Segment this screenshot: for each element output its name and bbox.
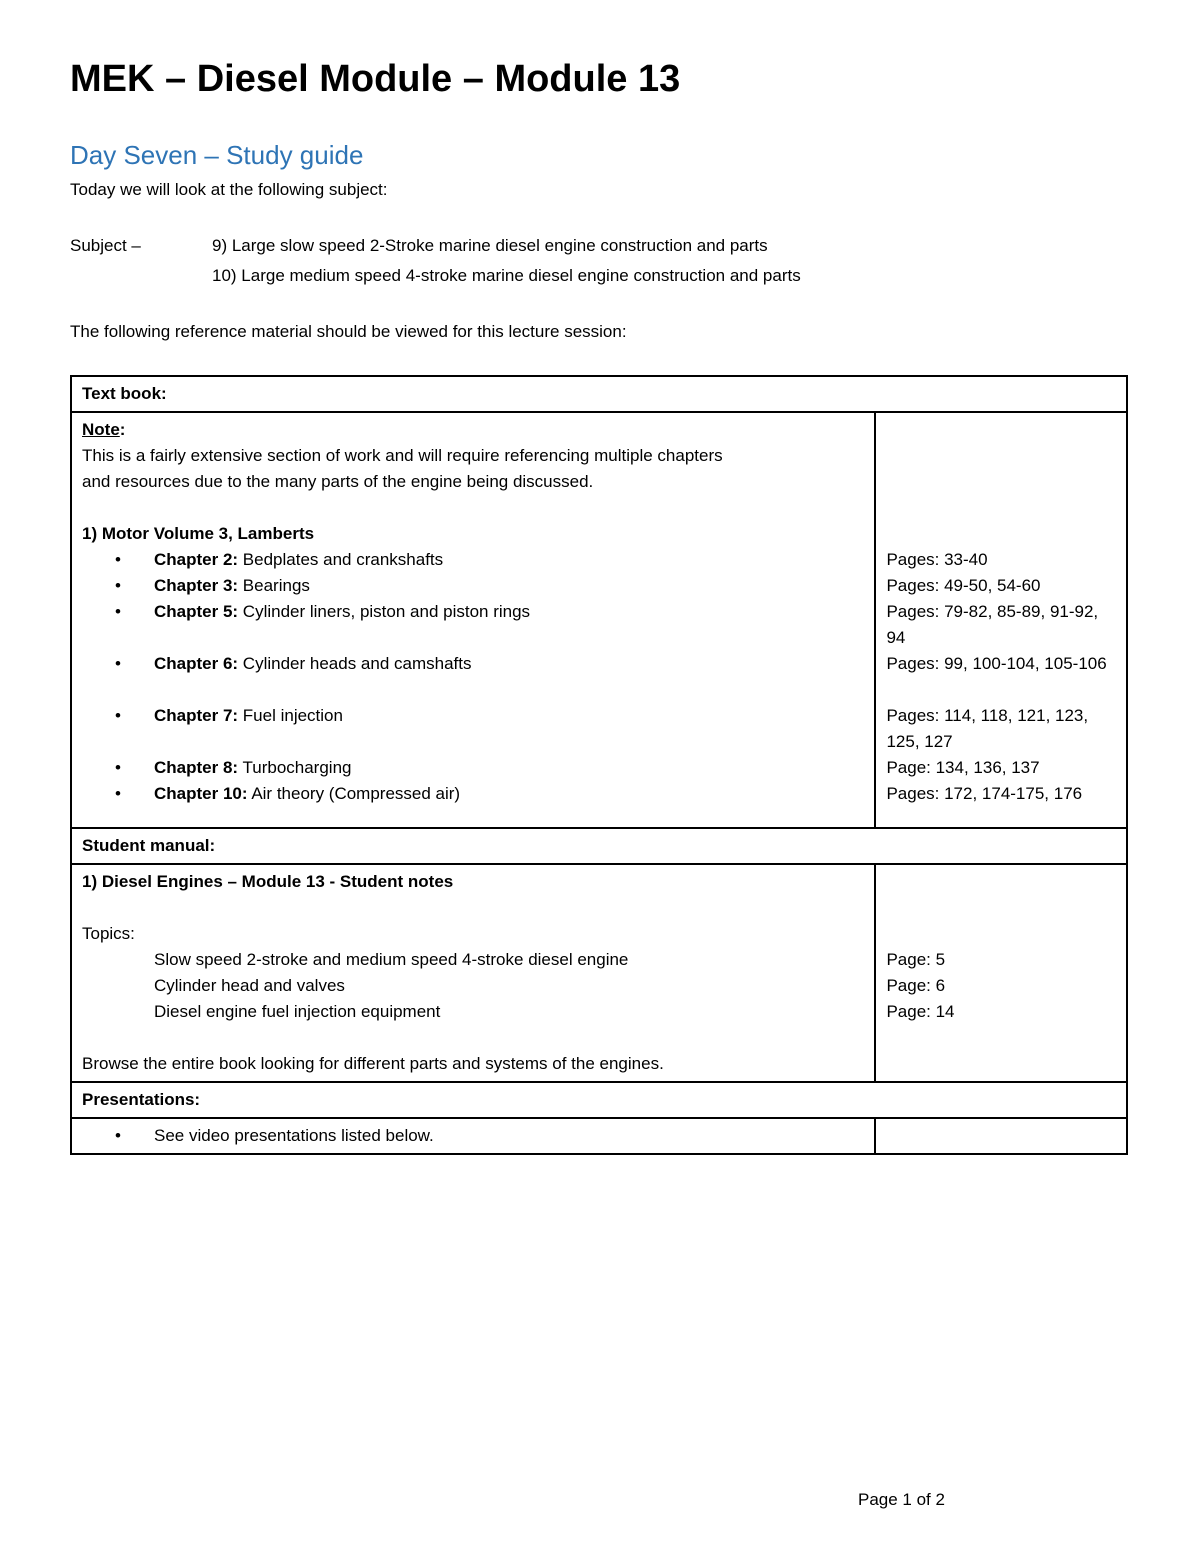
chapter-text: Cylinder heads and camshafts [238,654,472,673]
presentations-content [71,1118,875,1154]
page-title: MEK – Diesel Module – Module 13 [70,58,681,100]
note-heading [82,417,864,443]
reference-intro: The following reference material should be viewed for this lecture session: [70,322,627,341]
textbook-header: Text book: [71,376,1127,412]
bullet-icon: • [115,784,121,803]
chapter-label: Chapter 3: [154,576,239,595]
chapter-text: Air theory (Compressed air) [247,784,461,803]
chapter-pages: Pages: 79-82, 85-89, 91-92, 94 [886,602,1099,647]
chapter-label: Chapter 5: [154,602,239,621]
topics-label: Topics: [82,924,135,943]
note-colon: : [119,420,126,439]
chapter-text: Fuel injection [238,706,343,725]
chapter-text: Bedplates and crankshafts [238,550,444,569]
chapter-item [82,547,864,573]
presentations-pages [875,1118,1127,1154]
topic-item: Slow speed 2-stroke and medium speed 4-stroke diesel engine [154,950,629,969]
subject-item: 10) Large medium speed 4-stroke marine diesel engine construction and parts [212,266,801,285]
bullet-icon: • [115,602,121,621]
bullet-icon: • [115,654,121,673]
chapter-text: Turbocharging [238,758,352,777]
chapter-text: Bearings [238,576,310,595]
chapter-label: Chapter 6: [154,654,239,673]
manual-title: 1) Diesel Engines – Module 13 - Student notes [82,872,454,891]
book-title: 1) Motor Volume 3, Lamberts [82,524,315,543]
chapter-item [82,755,864,781]
chapter-pages: Pages: 49-50, 54-60 [886,576,1041,595]
chapter-label: Chapter 2: [154,550,239,569]
textbook-pages [875,412,1127,828]
student-manual-header: Student manual: [71,828,1127,864]
bullet-icon: • [115,550,121,569]
chapter-label: Chapter 7: [154,706,239,725]
bullet-icon: • [115,706,121,725]
note-line: This is a fairly extensive section of work and will require referencing multiple chapters [82,446,723,465]
bullet-icon: • [115,1126,121,1145]
note-label: Note [82,420,120,439]
topic-item: Cylinder head and valves [154,976,345,995]
topic-page: Page: 14 [886,1002,955,1021]
topic-page: Page: 5 [886,950,946,969]
presentations-header: Presentations: [71,1082,1127,1118]
chapter-label: Chapter 10: [154,784,248,803]
student-manual-pages [875,864,1127,1082]
bullet-icon: • [115,576,121,595]
chapter-pages: Pages: 99, 100-104, 105-106 [886,654,1107,673]
chapter-item [82,599,864,651]
textbook-content [71,412,875,828]
subject-item: 9) Large slow speed 2-Stroke marine diesel engine construction and parts [212,236,768,255]
chapter-label: Chapter 8: [154,758,239,777]
browse-note: Browse the entire book looking for different parts and systems of the engines. [82,1054,664,1073]
chapter-pages: Pages: 172, 174-175, 176 [886,784,1083,803]
page-subtitle: Day Seven – Study guide [70,140,364,170]
chapter-pages: Page: 134, 136, 137 [886,758,1040,777]
student-manual-content [71,864,875,1082]
chapter-pages: Pages: 33-40 [886,550,988,569]
chapter-item [82,573,864,599]
topic-item: Diesel engine fuel injection equipment [154,1002,441,1021]
bullet-icon: • [115,758,121,777]
subject-label: Subject – [70,236,141,255]
chapter-item [82,703,864,755]
chapter-item [82,781,864,807]
presentation-item [82,1123,864,1149]
presentation-text: See video presentations listed below. [154,1126,434,1145]
topic-page: Page: 6 [886,976,946,995]
page-number: Page 1 of 2 [858,1490,945,1509]
intro-text: Today we will look at the following subject: [70,180,388,199]
chapter-text: Cylinder liners, piston and piston rings [238,602,531,621]
chapter-pages: Pages: 114, 118, 121, 123, 125, 127 [886,706,1089,751]
note-line: and resources due to the many parts of the engine being discussed. [82,472,594,491]
chapter-item [82,651,864,703]
reference-table [70,375,1128,1155]
